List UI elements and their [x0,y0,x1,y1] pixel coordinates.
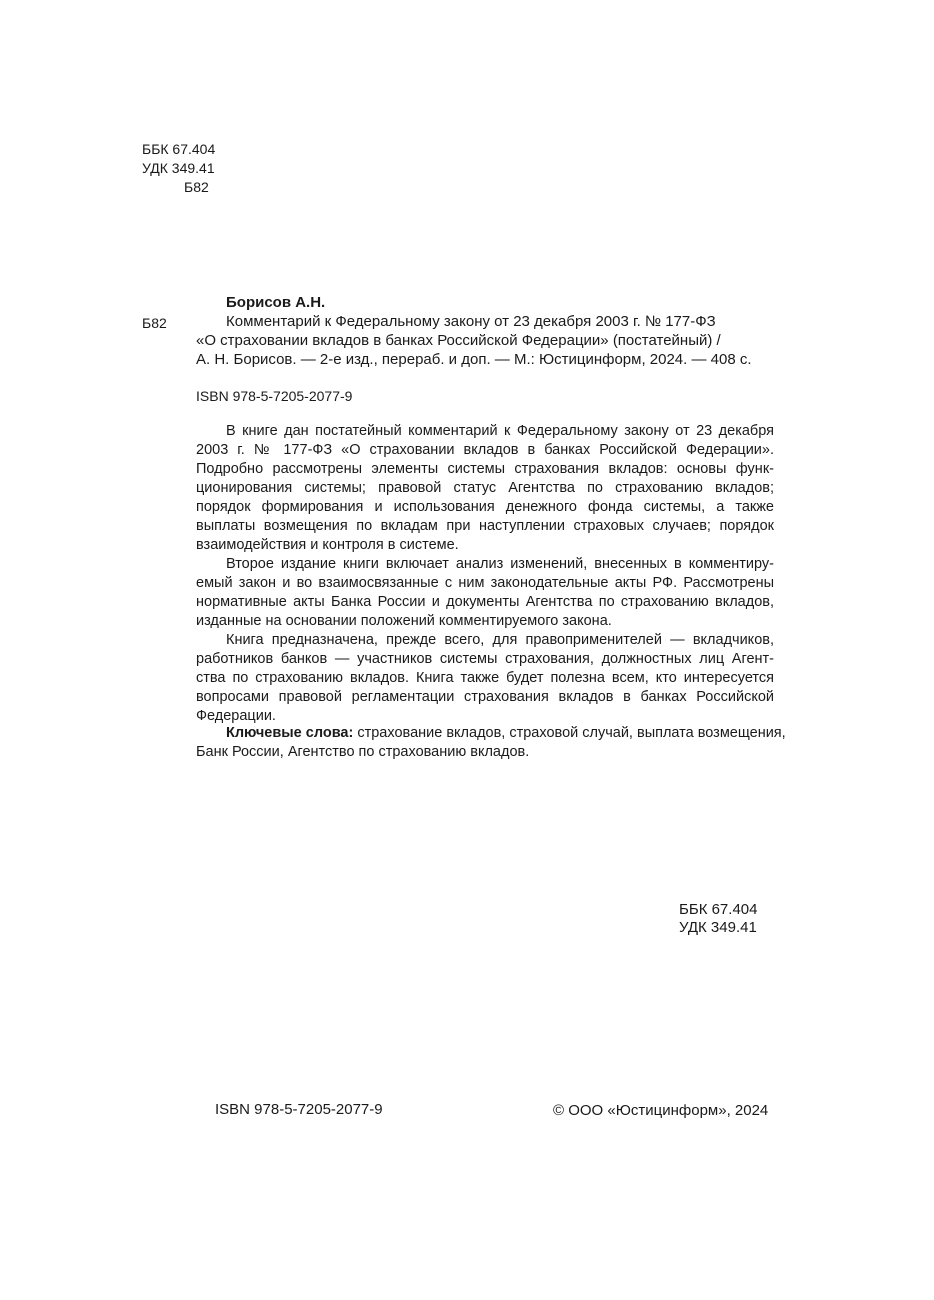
abstract-line: работников банков — участников системы страхования, должностных лиц Агент- [196,651,774,667]
abstract-line: ства по страхованию вкладов. Книга также будет полезна всем, кто интересуется [196,670,774,686]
keywords-line-2: Банк России, Агентство по страхованию вкладов. [196,744,530,760]
abstract-line: Подробно рассмотрены элементы системы страхования вкладов: основы функ- [196,461,774,477]
udk-code-bottom: УДК 349.41 [679,919,757,936]
abstract-line: нормативные акты Банка России и документы Агентства по страхованию вкладов, [196,594,774,610]
abstract-line: 2003 г. № 177-ФЗ «О страховании вкладов в банках Российской Федерации». [196,442,774,458]
bbk-code-top: ББК 67.404 [142,141,216,157]
abstract-line: В книге дан постатейный комментарий к Федеральному закону от 23 декабря [226,423,774,439]
title-line-3: А. Н. Борисов. — 2-е изд., перераб. и доп. — М.: Юстицинформ, 2024. — 408 с. [196,351,752,368]
abstract-line: ционирования системы; правовой статус Агентства по страхованию вкладов; [196,480,774,496]
udk-code-top: УДК 349.41 [142,160,215,176]
abstract-line: емый закон и во взаимосвязанные с ним законодательные акты РФ. Рассмотрены [196,575,774,591]
abstract-line: изданные на основании положений комментируемого закона. [196,613,612,629]
abstract-line: вопросами правовой регламентации страхования вкладов в банках Российской [196,689,774,705]
author-name: Борисов А.Н. [226,294,326,311]
abstract-line: порядок формирования и использования денежного фонда системы, а также [196,499,774,515]
keywords-label: Ключевые слова: [226,725,354,741]
isbn-record: ISBN 978-5-7205-2077-9 [196,388,353,404]
abstract-line: Книга предназначена, прежде всего, для правоприменителей — вкладчиков, [226,632,774,648]
abstract-line: Второе издание книги включает анализ изменений, внесенных в комментиру- [226,556,774,572]
isbn-footer: ISBN 978-5-7205-2077-9 [215,1101,383,1118]
keywords-text: страхование вкладов, страховой случай, выплата возмещения, [353,725,786,741]
title-line-1: Комментарий к Федеральному закону от 23 декабря 2003 г. № 177-ФЗ [226,313,716,330]
bbk-code-bottom: ББК 67.404 [679,901,758,918]
abstract-line: Федерации. [196,708,276,724]
abstract-line: взаимодействия и контроля в системе. [196,537,459,553]
abstract-line: выплаты возмещения по вкладам при наступлении страховых случаев; порядок [196,518,774,534]
author-mark-side: Б82 [142,315,167,331]
copyright-notice: © ООО «Юстицинформ», 2024 [553,1102,769,1119]
keywords-line [196,724,786,743]
author-mark-top: Б82 [184,179,209,195]
title-line-2: «О страховании вкладов в банках Российской Федерации» (постатейный) / [196,332,721,349]
